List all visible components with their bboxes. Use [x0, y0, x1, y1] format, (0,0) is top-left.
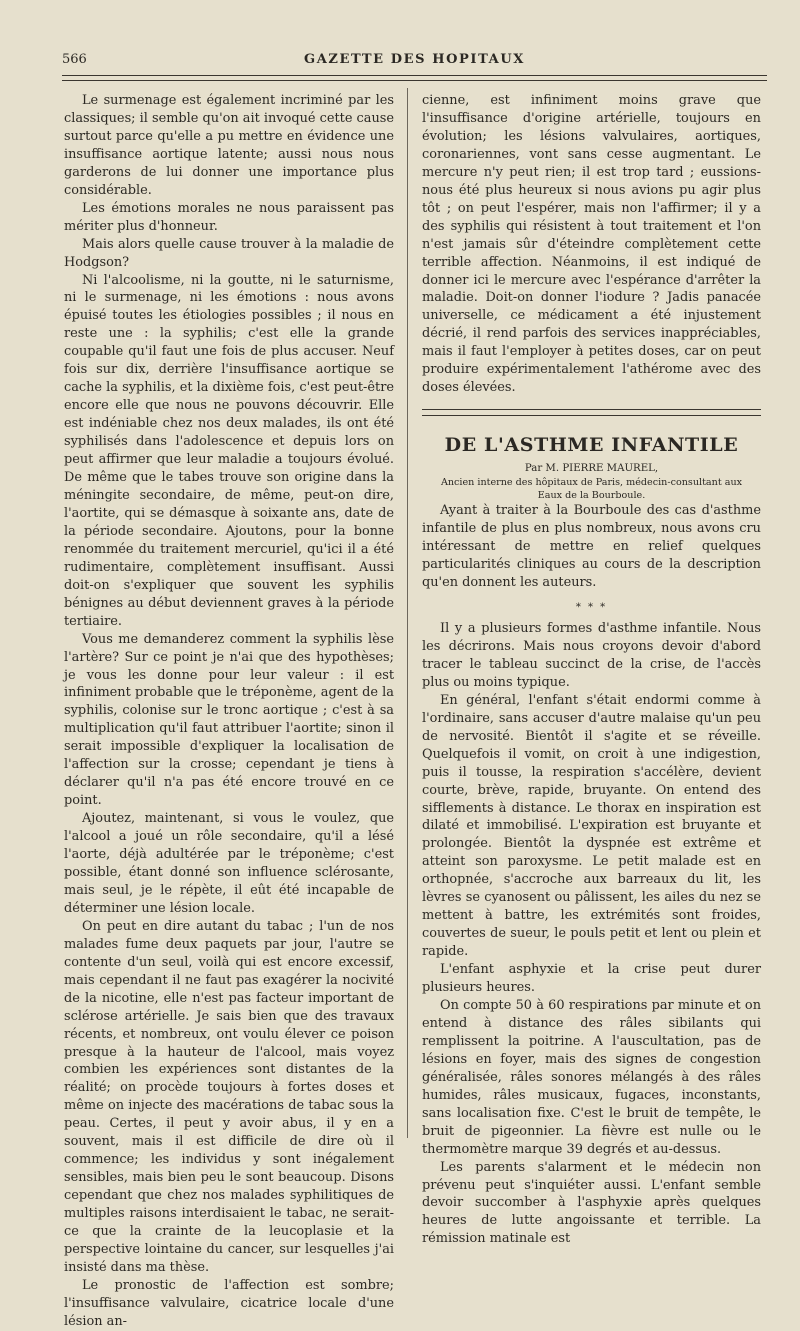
paragraph: Ni l'alcoolisme, ni la goutte, ni le saturnisme, ni le surmenage, ni les émotions : nous avons épuisé toutes les étiologies possibles ; il nous en reste une : la syphilis; c'est elle la grande coupable qu'il faut une fois de plus accuser. Neuf fois sur dix, derrière l'insuffisance aortique se cache la syphilis, et la dixième fois, c'est peut-être encore elle que nous ne pouvons découvrir. Elle est indéniable chez nos deux malades, ils ont été syphilisés dans l'adolescence et depuis lors on peut affirmer que leur maladie a toujours évolué. De même que le tabes trouve son origine dans la méningite secondaire, de même, peut-on dire, l'aortite, qui se démasque à soixante ans, date de la période secondaire. Ajoutons, pour la bonne renommée du traitement mercuriel, qu'ici il a été rudimentaire, complètement insuffisant. Aussi doit-on s'expliquer que souvent les syphilis bénignes au début deviennent graves à la période tertiaire.: [64, 272, 394, 629]
article-byline: Par M. PIERRE MAUREL,: [524, 463, 659, 475]
paragraph: En général, l'enfant s'était endormi comme à l'ordinaire, sans accuser d'autre malaise qu'un peu de nervosité. Bientôt il s'agite et se réveille. Quelquefois il vomit, on croit à une indigestion, puis il tousse, la respiration s'accélère, devient courte, brève, rapide, bruyante. On entend des sifflements à distance. Le thorax en inspiration est dilaté et immobilisé. L'expiration est bruyante et prolongée. Bientôt la dyspnée est extrême et atteint son paroxysme. Le petit malade est en orthopnée, s'accroche aux barreaux du lit, les lèvres se cyanosent ou pâlissent, les ailes du nez se mettent à battre, les extrémités sont froides, couvertes de sueur, le pouls petit et lent ou plein et rapide.: [422, 692, 761, 960]
right-column: [422, 92, 761, 1248]
paragraph-continuation: cienne, est infiniment moins grave que l'insuffisance d'origine artérielle, toujours en évolution; les lésions valvulaires, aortiques, coronariennes, vont sans cesse augmentant. Le mercure n'y peut rien; il est trop tard ; eussions-nous été plus heureux si nous avions pu agir plus tôt ; on peut l'espérer, mais non l'affirmer; il y a des syphilis qui résistent à tout traitement et l'on n'est jamais sûr d'éteindre complètement cette terrible affection. Néanmoins, il est indiqué de donner ici le mercure avec l'espérance d'arrêter la maladie. Doit-on donner l'iodure ? Jadis panacée universelle, ce médicament a été injustement décrié, il rend parfois des services inappréciables, mais il faut l'employer à petites doses, car on peut produire expérimentalement l'athérome avec des doses élevées.: [422, 93, 761, 396]
paragraph: L'enfant asphyxie et la crise peut durer plusieurs heures.: [422, 962, 761, 996]
page-header: [62, 52, 767, 72]
header-rule: [62, 75, 767, 81]
section-ornament: * * *: [575, 601, 608, 613]
page-number: 566: [62, 52, 87, 67]
paragraph: Mais alors quelle cause trouver à la maladie de Hodgson?: [64, 236, 394, 270]
paragraph: Il y a plusieurs formes d'asthme infantile. Nous les décrirons. Mais nous croyons devoir d'abord tracer le tableau succinct de la crise, de l'accès plus ou moins typique.: [422, 620, 761, 690]
paragraph: Les parents s'alarment et le médecin non prévenu peut s'inquiéter aussi. L'enfant semble devoir succomber à l'asphyxie après quelques heures de lutte angoissante et terrible. La rémission matinale est: [422, 1159, 761, 1247]
left-column: [64, 92, 394, 1331]
article-intro: Ayant à traiter à la Bourboule des cas d'asthme infantile de plus en plus nombreux, nous avons cru intéressant de mettre en relief quelques particularités cliniques au cours de la description qu'en donnent les auteurs.: [422, 503, 761, 591]
article-separator-rule: [422, 409, 761, 416]
paragraph: Le pronostic de l'affection est sombre; l'insuffisance valvulaire, cicatrice locale d'une lésion an-: [64, 1277, 394, 1329]
column-divider: [407, 88, 408, 1138]
running-title: GAZETTE DES HOPITAUX: [304, 52, 525, 67]
paragraph: On compte 50 à 60 respirations par minute et on entend à distance des râles sibilants qui remplissent la poitrine. A l'auscultation, pas de lésions en foyer, mais des signes de congestion généralisée, râles sonores mélangés à des râles humides, râles musicaux, fugaces, inconstants, sans localisation fixe. C'est le bruit de tempête, le bruit de pigeonnier. La fièvre est nulle ou le thermomètre marque 39 degrés et au-dessus.: [422, 997, 761, 1157]
paragraph: Le surmenage est également incriminé par les classiques; il semble qu'on ait invoqué cette cause surtout parce qu'elle a pu mettre en évidence une insuffisance aortique latente; aussi nous nous garderons de lui donner une importance plus considérable.: [64, 93, 395, 198]
paragraph: Les émotions morales ne nous paraissent pas mériter plus d'honneur.: [64, 200, 394, 234]
paragraph: On peut en dire autant du tabac ; l'un de nos malades fume deux paquets par jour, l'autre se contente d'un seul, voilà qui est encore excessif, mais cependant il ne faut pas exagérer la nocivité de la nicotine, elle n'est pas facteur important de sclérose artérielle. Je sais bien que des travaux récents, et nombreux, ont voulu élever ce poison presque à la hauteur de l'alcool, mais voyez combien les expériences sont distantes de la réalité; on procède toujours à fortes doses et même on injecte des macérations de tabac sous la peau. Certes, il peut y avoir abus, il y en a souvent, mais il est difficile de dire où il commence; les individus y sont inégalement sensibles, mais bien peu le sont beaucoup. Disons cependant que chez nos malades syphilitiques de multiples raisons interdisaient le tabac, ne serait-ce que la crainte de la leucoplasie et la perspective lointaine du cancer, sur lesquelles j'ai insisté dans ma thèse.: [64, 918, 394, 1275]
article-title: DE L'ASTHME INFANTILE: [444, 434, 739, 457]
author-affiliation: Ancien interne des hôpitaux de Paris, médecin-consultant aux Eaux de la Bourboule.: [440, 477, 743, 502]
paragraph: Ajoutez, maintenant, si vous le voulez, que l'alcool a joué un rôle secondaire, qu'il a lésé l'aorte, déjà adultérée par le tréponème; c'est possible, étant donné son influence sclérosante, mais seul, je le répète, il eût été incapable de déterminer une lésion locale.: [64, 811, 394, 916]
paragraph: Vous me demanderez comment la syphilis lèse l'artère? Sur ce point je n'ai que des hypothèses; je vous les donne pour leur valeur : il est infiniment probable que le tréponème, agent de la syphilis, colonise sur le tronc aortique ; c'est à sa multiplication qu'il faut attribuer l'aortite; sinon il serait impossible d'expliquer la localisation de l'affection sur la crosse; cependant je tiens à déclarer qu'il n'a pas été encore trouvé en ce point.: [64, 631, 394, 809]
